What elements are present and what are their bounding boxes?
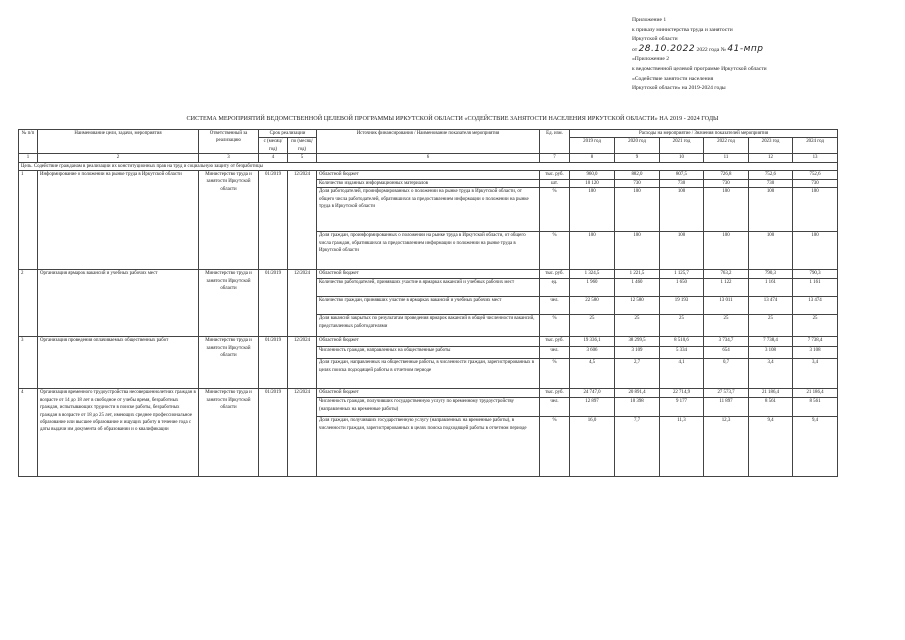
value-cell: 12 897 — [570, 398, 615, 417]
value-cell: 13 011 — [704, 297, 749, 315]
measure-name: Организация временного трудоустройства несовершеннолетних граждан в возрасте от 14 до 18 лет в свободное от учебы время, безработных граждан, испытывающих трудности в поиске работы, безработных граждан в возрасте от 18 до 25 лет, имеющих среднее профессиональное образование или высшее образование и ищущих работу в течение года с даты выдачи им документа об образовании и о квалификации — [38, 389, 199, 477]
indicator-label: Доля граждан, получивших государственную услугу (направленных на временные работы), в численности граждан, зарегистрированных в целях поиска подходящей работы в отчетном периоде — [317, 417, 540, 477]
indicator-unit: чел. — [540, 398, 570, 417]
indicator-unit: ед. — [540, 279, 570, 297]
value-cell: 3,4 — [793, 359, 838, 389]
value-cell: 100 — [793, 232, 838, 270]
column-number: 11 — [704, 154, 749, 162]
value-cell: 100 — [793, 188, 838, 232]
indicator-unit: % — [540, 315, 570, 337]
order-date-prefix: от — [632, 46, 638, 53]
appendix-line: Иркутской области» на 2019-2024 годы — [632, 85, 726, 92]
value-cell: 1 221,5 — [615, 270, 660, 279]
header-year: 2023 год — [749, 138, 793, 154]
value-cell: 10 120 — [570, 180, 615, 188]
value-cell: 3 606 — [570, 347, 615, 359]
value-cell: 5 334 — [660, 347, 704, 359]
value-cell: 3 108 — [793, 347, 838, 359]
indicator-unit: тыс. руб. — [540, 389, 570, 398]
value-cell: 1 122 — [704, 279, 749, 297]
value-cell: 19 336,1 — [570, 337, 615, 347]
value-cell: 21 186,4 — [749, 389, 793, 398]
value-cell: 100 — [615, 232, 660, 270]
column-number: 10 — [660, 154, 704, 162]
value-cell: 3 109 — [615, 347, 660, 359]
value-cell: 790,3 — [793, 270, 838, 279]
indicator-unit: тыс. руб. — [540, 337, 570, 347]
value-cell: 730 — [704, 180, 749, 188]
value-cell: 7,7 — [615, 417, 660, 477]
indicator-unit: % — [540, 232, 570, 270]
column-number: 4 — [259, 154, 288, 162]
value-cell: 8 561 — [793, 398, 838, 417]
indicator-unit: тыс. руб. — [540, 171, 570, 180]
measure-responsible: Министерство труда и занятости Иркутской области — [199, 337, 259, 389]
value-cell: 22 714,9 — [660, 389, 704, 398]
appendix-line: Приложение 1 — [632, 17, 667, 23]
value-cell: 19 193 — [660, 297, 704, 315]
column-number: 3 — [199, 154, 259, 162]
header-year: 2021 год — [660, 138, 704, 154]
value-cell: 100 — [660, 188, 704, 232]
value-cell: 8 510,6 — [660, 337, 704, 347]
indicator-label: Доля граждан, направленных на общественные работы, в численности граждан, зарегистрированных в целях поиска подходящей работы в отчетном периоде — [317, 359, 540, 389]
appendix-line: к ведомственной целевой программе Иркутской области — [632, 65, 767, 72]
value-cell: 9,4 — [793, 417, 838, 477]
value-cell: 3 108 — [749, 347, 793, 359]
column-number: 8 — [570, 154, 615, 162]
indicator-label: Областной бюджет — [317, 337, 540, 347]
header-from: с (месяц/ год) — [259, 138, 288, 154]
value-cell: 100 — [704, 232, 749, 270]
value-cell: 730 — [615, 180, 660, 188]
measure-name: Информирование о положении на рынке труда в Иркутской области — [38, 171, 199, 270]
indicator-label: Количество работодателей, принявших участие в ярмарках вакансий и учебных рабочих мест — [317, 279, 540, 297]
handwritten-order-number: 41-мпр — [727, 43, 764, 54]
header-year: 2019 год — [570, 138, 615, 154]
column-number: 1 — [19, 154, 38, 162]
value-cell: 27 573,7 — [704, 389, 749, 398]
value-cell: 807,5 — [660, 171, 704, 180]
value-cell: 1 161 — [749, 279, 793, 297]
indicator-unit: чел. — [540, 347, 570, 359]
table-row — [19, 171, 838, 180]
value-cell: 4,1 — [660, 359, 704, 389]
column-number: 12 — [749, 154, 793, 162]
measure-from: 01/2019 — [259, 171, 288, 270]
indicator-unit: шт. — [540, 180, 570, 188]
value-cell: 726,8 — [704, 171, 749, 180]
value-cell: 10 398 — [615, 398, 660, 417]
value-cell: 13 474 — [749, 297, 793, 315]
value-cell: 4,5 — [570, 359, 615, 389]
indicator-unit: % — [540, 359, 570, 389]
activities-table — [18, 129, 838, 477]
measure-responsible: Министерство труда и занятости Иркутской области — [199, 389, 259, 477]
value-cell: 25 — [660, 315, 704, 337]
header-unit: Ед. изм. — [540, 130, 570, 154]
table-row — [19, 337, 838, 347]
value-cell: 730 — [749, 180, 793, 188]
value-cell: 960,0 — [570, 171, 615, 180]
value-cell: 790,3 — [749, 270, 793, 279]
measure-number: 1 — [19, 171, 38, 270]
value-cell: 24 747,0 — [570, 389, 615, 398]
value-cell: 11,3 — [660, 417, 704, 477]
measure-name: Организация проведения оплачиваемых общественных работ — [38, 337, 199, 389]
value-cell: 100 — [704, 188, 749, 232]
indicator-label: Доля граждан, проинформированных о положении на рынке труда в Иркутской области, от общего числа граждан, обратившихся за предоставлением информации о положении на рынке труда в Иркутской области — [317, 232, 540, 270]
header-to: по (месяц/ год) — [288, 138, 317, 154]
value-cell: 11 897 — [704, 398, 749, 417]
indicator-label: Областной бюджет — [317, 270, 540, 279]
measure-to: 12/2024 — [288, 337, 317, 389]
value-cell: 9,4 — [749, 417, 793, 477]
table-row — [19, 389, 838, 398]
indicator-label: Численность граждан, получивших государственную услугу по временному трудоустройству (направленных на временные работы) — [317, 398, 540, 417]
value-cell: 3 734,7 — [704, 337, 749, 347]
value-cell: 100 — [749, 232, 793, 270]
measure-to: 12/2024 — [288, 171, 317, 270]
appendix-line: «Приложение 2 — [632, 56, 670, 63]
value-cell: 25 — [704, 315, 749, 337]
value-cell: 100 — [570, 188, 615, 232]
value-cell: 9 177 — [660, 398, 704, 417]
handwritten-date: 28.10.2022 — [638, 43, 696, 54]
value-cell: 730 — [793, 180, 838, 188]
header-year: 2022 год — [704, 138, 749, 154]
measure-number: 3 — [19, 337, 38, 389]
header-year: 2020 год — [615, 138, 660, 154]
value-cell: 2,7 — [615, 359, 660, 389]
column-number: 9 — [615, 154, 660, 162]
goal-row — [19, 162, 838, 170]
indicator-label: Доля работодателей, проинформированных о положении на рынке труда в Иркутской области, от общего числа работодателей, обратившихся за предоставлением информации о положении на рынке труда в Иркутской области — [317, 188, 540, 232]
indicator-unit: % — [540, 188, 570, 232]
column-number: 13 — [793, 154, 838, 162]
indicator-label: Областной бюджет — [317, 171, 540, 180]
value-cell: 20 891,4 — [615, 389, 660, 398]
value-cell: 100 — [615, 188, 660, 232]
measure-from: 01/2019 — [259, 389, 288, 477]
measure-responsible: Министерство труда и занятости Иркутской области — [199, 270, 259, 337]
value-cell: 752,6 — [749, 171, 793, 180]
value-cell: 12 580 — [615, 297, 660, 315]
value-cell: 25 — [793, 315, 838, 337]
order-number-label: 2022 года № — [696, 46, 726, 53]
value-cell: 654 — [704, 347, 749, 359]
measure-name: Организация ярмарок вакансий и учебных рабочих мест — [38, 270, 199, 337]
value-cell: 7 738,4 — [793, 337, 838, 347]
indicator-label: Количество изданных информационных материалов — [317, 180, 540, 188]
header-num: № п/п — [19, 130, 38, 154]
value-cell: 730 — [660, 180, 704, 188]
appendix-line: «Содействие занятости населения — [632, 75, 714, 82]
value-cell: 1 324,5 — [570, 270, 615, 279]
appendix-line: к приказу министерства труда и занятости — [632, 26, 733, 33]
measure-from: 01/2019 — [259, 270, 288, 337]
order-date-line — [632, 45, 894, 56]
value-cell: 100 — [570, 232, 615, 270]
indicator-label: Областной бюджет — [317, 389, 540, 398]
value-cell: 763,2 — [704, 270, 749, 279]
column-number: 2 — [38, 154, 199, 162]
header-values: Расходы на мероприятие / Значения показателей мероприятия — [570, 130, 838, 138]
value-cell: 1 125,7 — [660, 270, 704, 279]
measure-responsible: Министерство труда и занятости Иркутской области — [199, 171, 259, 270]
value-cell: 12,3 — [704, 417, 749, 477]
column-number: 7 — [540, 154, 570, 162]
appendix-line: Иркутской области — [632, 36, 678, 43]
value-cell: 1 460 — [615, 279, 660, 297]
measure-number: 2 — [19, 270, 38, 337]
header-term: Срок реализации — [259, 130, 317, 138]
value-cell: 25 — [570, 315, 615, 337]
measure-number: 4 — [19, 389, 38, 477]
column-numbers-row — [19, 154, 838, 162]
value-cell: 1 960 — [570, 279, 615, 297]
table-row — [19, 270, 838, 279]
indicator-unit: тыс. руб. — [540, 270, 570, 279]
header-year: 2024 год — [793, 138, 838, 154]
value-cell: 100 — [660, 232, 704, 270]
value-cell: 16,0 — [570, 417, 615, 477]
value-cell: 21 186,4 — [793, 389, 838, 398]
value-cell: 7 738,4 — [749, 337, 793, 347]
indicator-label: Количество граждан, принявших участие в ярмарках вакансий и учебных рабочих мест — [317, 297, 540, 315]
document-title: СИСТЕМА МЕРОПРИЯТИЙ ВЕДОМСТВЕННОЙ ЦЕЛЕВОЙ ПРОГРАММЫ ИРКУТСКОЙ ОБЛАСТИ «СОДЕЙСТВИЕ ЗАНЯТОСТИ НАСЕЛЕНИЯ ИРКУТСКОЙ ОБЛАСТИ» НА 2019 - 2024 ГОДЫ — [186, 115, 719, 122]
indicator-unit: % — [540, 417, 570, 477]
value-cell: 38 299,5 — [615, 337, 660, 347]
column-number: 6 — [317, 154, 540, 162]
header-responsible: Ответственный за реализацию — [199, 130, 259, 154]
value-cell: 3,4 — [749, 359, 793, 389]
indicator-unit: чел. — [540, 297, 570, 315]
value-cell: 25 — [615, 315, 660, 337]
value-cell: 100 — [749, 188, 793, 232]
measure-to: 12/2024 — [288, 389, 317, 477]
value-cell: 752,6 — [793, 171, 838, 180]
goal-text: Цель. Содействие гражданам в реализации их конституционных прав на труд и социальную защиту от безработицы — [19, 162, 838, 170]
header-name: Наименование цели, задачи, мероприятия — [38, 130, 199, 154]
value-cell: 22 580 — [570, 297, 615, 315]
indicator-label: Численность граждан, направленных на общественные работы — [317, 347, 540, 359]
indicator-label: Доля вакансий закрытых по результатам проведения ярмарок вакансий в общей численности вакансий, представленных работодателями — [317, 315, 540, 337]
value-cell: 25 — [749, 315, 793, 337]
column-number: 5 — [288, 154, 317, 162]
header-source: Источник финансирования / Наименование показателя мероприятия — [317, 130, 540, 154]
value-cell: 13 474 — [793, 297, 838, 315]
measure-from: 01/2019 — [259, 337, 288, 389]
measure-to: 12/2024 — [288, 270, 317, 337]
value-cell: 0,7 — [704, 359, 749, 389]
appendix-header — [632, 16, 894, 94]
value-cell: 1 650 — [660, 279, 704, 297]
value-cell: 8 561 — [749, 398, 793, 417]
value-cell: 882,0 — [615, 171, 660, 180]
value-cell: 1 161 — [793, 279, 838, 297]
